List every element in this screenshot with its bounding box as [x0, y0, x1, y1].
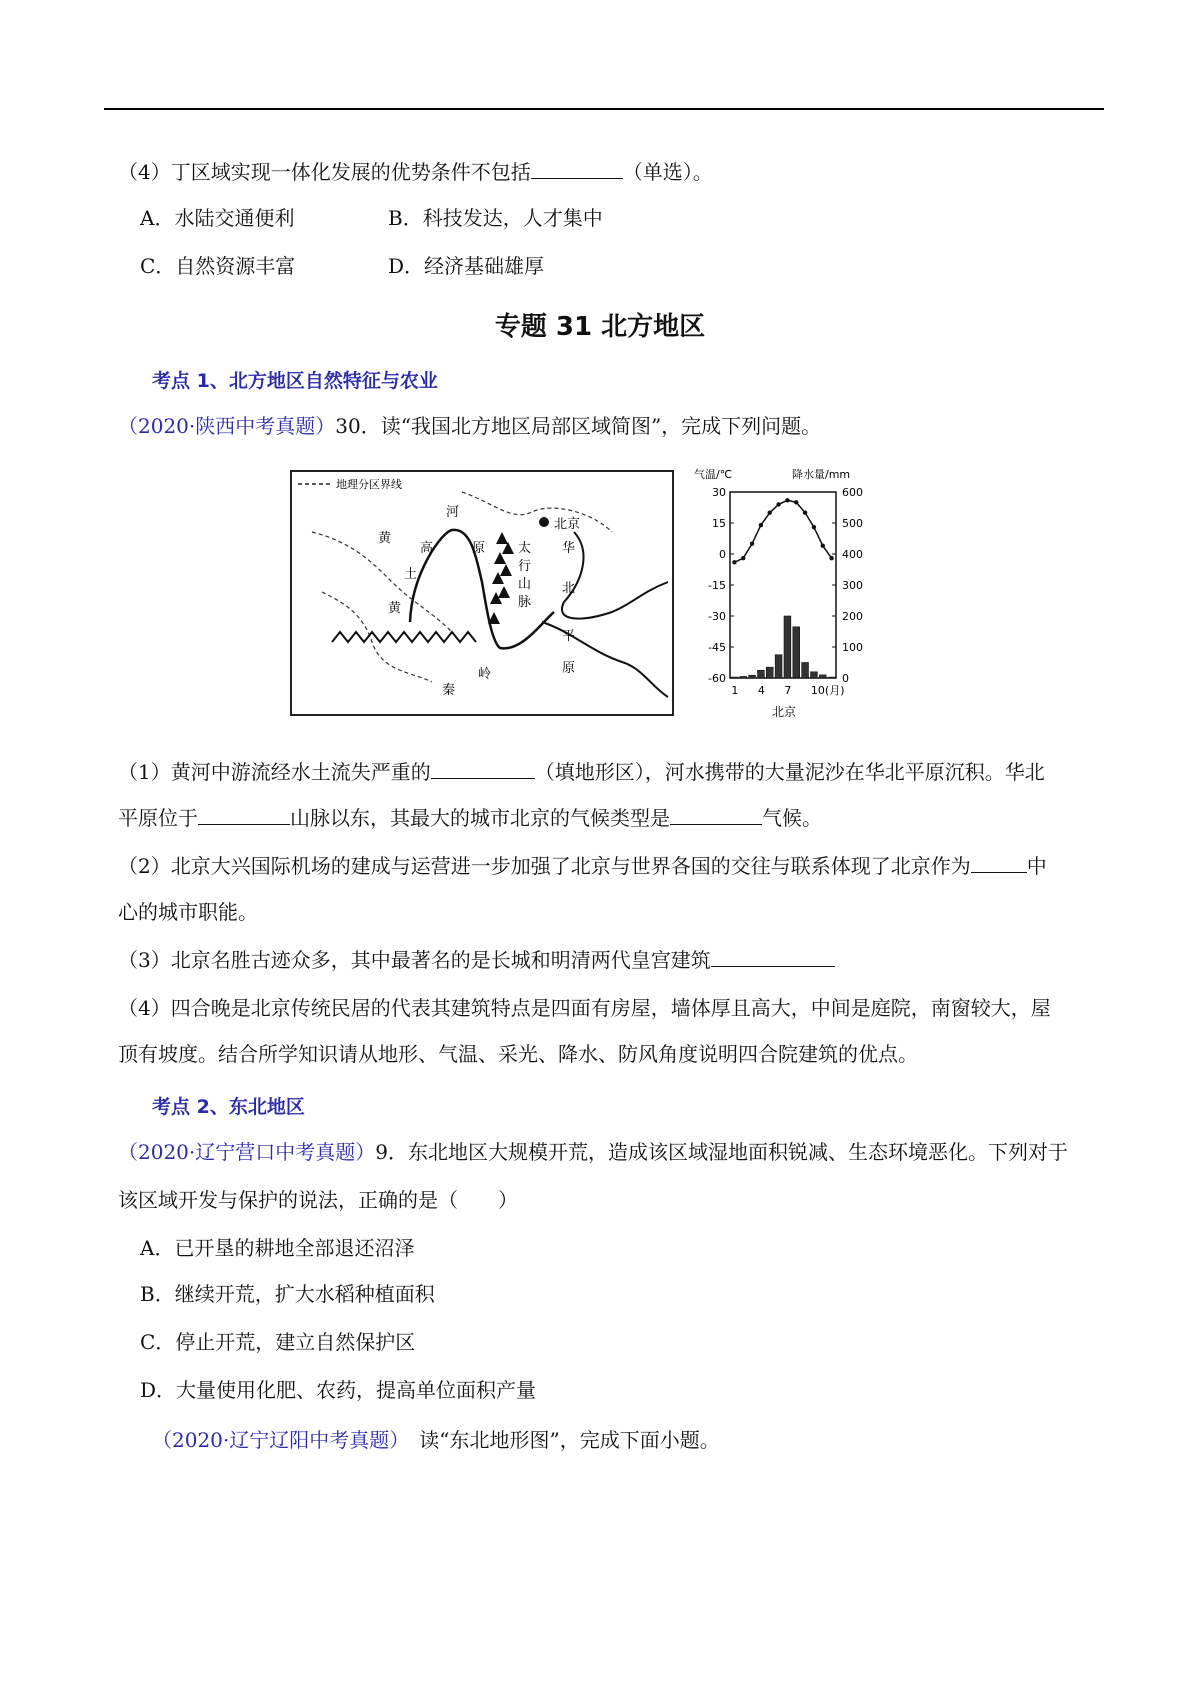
q2-line2: 心的城市职能。	[118, 900, 258, 924]
temp-point	[750, 541, 754, 545]
map-label-hua: 华	[562, 541, 576, 556]
qinling-mountains	[332, 632, 476, 642]
temp-point	[768, 510, 772, 514]
q9-line2: 该区域开发与保护的说法，正确的是（ ）	[118, 1188, 518, 1212]
precip-bar	[775, 655, 782, 678]
precip-tick-label: 0	[842, 672, 849, 685]
month-tick-label: 4	[757, 684, 765, 697]
answer-blank[interactable]	[670, 804, 762, 825]
header-rule	[104, 108, 1104, 110]
map-label-mai: 脉	[518, 595, 532, 610]
kaodian-2-heading: 考点 2、东北地区	[152, 1096, 305, 1118]
precip-tick-label: 200	[842, 610, 863, 623]
chart-frame	[730, 492, 836, 678]
q4-top-stem: （4）丁区域实现一体化发展的优势条件不包括 （单选）。	[118, 160, 713, 184]
precip-bar	[802, 663, 809, 679]
chart-caption: 北京	[772, 705, 797, 719]
precip-bar	[740, 676, 747, 678]
q9-option-c[interactable]: C．停止开荒，建立自然保护区	[140, 1330, 416, 1354]
month-tick-label: 10(月)	[810, 684, 845, 697]
kaodian-1-heading: 考点 1、北方地区自然特征与农业	[152, 370, 438, 392]
precip-tick-label: 600	[842, 486, 863, 499]
q9-option-b[interactable]: B．继续开荒，扩大水稻种植面积	[140, 1282, 435, 1306]
temp-line	[734, 500, 831, 562]
q1-line1: （1）黄河中游流经水土流失严重的 （填地形区），河水携带的大量泥沙在华北平原沉积。华北	[118, 760, 1045, 784]
map-label-ling: 岭	[478, 667, 492, 682]
map-label-bei: 北	[562, 581, 576, 596]
temp-point	[785, 498, 789, 502]
precip-tick-label: 400	[842, 548, 863, 561]
section-title: 专题 31 北方地区	[494, 312, 706, 342]
q4-top-option-a[interactable]: A．水陆交通便利	[140, 206, 295, 230]
q4-top-option-c[interactable]: C．自然资源丰富	[140, 254, 296, 278]
q9-option-d[interactable]: D．大量使用化肥、农药，提高单位面积产量	[140, 1378, 537, 1402]
precip-bar	[828, 677, 835, 678]
month-tick-label: 7	[784, 684, 792, 697]
temp-tick-label: -30	[708, 610, 726, 623]
temp-point	[821, 544, 825, 548]
map-label-tu: 土	[404, 567, 418, 582]
map-label-huang2: 黄	[378, 531, 392, 546]
temp-tick-label: -60	[708, 672, 726, 685]
answer-blank[interactable]	[711, 946, 835, 967]
taihang-mountains	[488, 532, 514, 624]
q9-source: （2020·辽宁营口中考真题）	[118, 1140, 376, 1164]
map-label-ping: 平	[562, 629, 576, 644]
q4-line1: （4）四合晚是北京传统民居的代表其建筑特点是四面有房屋，墙体厚且高大，中间是庭院，南窗较大，屋	[118, 996, 1051, 1020]
precip-axis-title: 降水量/mm	[792, 468, 851, 481]
temp-point	[732, 560, 736, 564]
temp-point	[776, 502, 780, 506]
month-tick-label: 1	[731, 684, 739, 697]
answer-blank[interactable]	[198, 804, 290, 825]
temp-axis-title: 气温/℃	[694, 468, 733, 481]
temp-point	[759, 523, 763, 527]
beijing-marker	[539, 517, 549, 527]
temp-tick-label: 15	[712, 517, 726, 530]
precip-bar	[749, 675, 756, 678]
q2-line1: （2）北京大兴国际机场的建成与运营进一步加强了北京与世界各国的交往与联系体现了北京作为 中	[118, 854, 1047, 878]
answer-blank[interactable]	[531, 158, 623, 179]
q1-line2: 平原位于 山脉以东，其最大的城市北京的气候类型是 气候。	[118, 806, 822, 830]
temp-point	[803, 510, 807, 514]
map-label-yuan2: 原	[472, 541, 486, 556]
q4-top-option-b[interactable]: B．科技发达，人才集中	[388, 206, 603, 230]
precip-tick-label: 500	[842, 517, 863, 530]
q9-line1: （2020·辽宁营口中考真题）9．东北地区大规模开荒，造成该区域湿地面积锐减、生态环境恶化。下列对于	[118, 1140, 1068, 1164]
precip-bar	[758, 670, 765, 678]
map-label-yuan: 原	[562, 661, 576, 676]
coastline	[562, 532, 668, 619]
climate-chart-svg	[692, 464, 882, 722]
q4-top-option-d[interactable]: D．经济基础雄厚	[388, 254, 545, 278]
q30-source: （2020·陕西中考真题）	[118, 414, 336, 438]
map-label-gao: 高	[420, 541, 434, 556]
map-label-tai: 太	[518, 541, 532, 556]
beijing-climate-chart	[692, 464, 882, 722]
north-china-map	[290, 470, 674, 716]
precip-tick-label: 300	[842, 579, 863, 592]
temp-tick-label: -45	[708, 641, 726, 654]
precip-bar	[766, 667, 773, 678]
precip-bar	[731, 677, 738, 678]
precip-bar	[819, 675, 826, 678]
temp-point	[741, 556, 745, 560]
temp-point	[812, 525, 816, 529]
map-label-beijing: 北京	[554, 517, 581, 532]
map-label-hang: 行	[518, 559, 532, 574]
precip-bar	[784, 616, 791, 678]
map-drawing	[292, 472, 672, 714]
liaoyang-source: （2020·辽宁辽阳中考真题）	[152, 1428, 400, 1452]
q3-line: （3）北京名胜古迹众多，其中最著名的是长城和明清两代皇宫建筑	[118, 946, 835, 974]
temp-point	[794, 500, 798, 504]
temp-tick-label: -15	[708, 579, 726, 592]
temp-point	[829, 556, 833, 560]
map-label-qin: 秦	[442, 683, 456, 698]
map-label-huang: 黄	[388, 601, 402, 616]
precip-tick-label: 100	[842, 641, 863, 654]
q9-option-a[interactable]: A．已开垦的耕地全部退还沼泽	[140, 1236, 415, 1260]
answer-blank[interactable]	[431, 758, 535, 779]
map-legend-label: 地理分区界线	[336, 478, 402, 491]
map-label-he: 河	[446, 505, 460, 520]
temp-tick-label: 0	[719, 548, 726, 561]
q30-stem: （2020·陕西中考真题）30．读“我国北方地区局部区域简图”，完成下列问题。	[118, 414, 822, 438]
map-label-shan: 山	[518, 577, 532, 592]
precip-bar	[811, 672, 818, 678]
answer-blank[interactable]	[971, 852, 1027, 873]
temp-tick-label: 30	[712, 486, 726, 499]
precip-bar	[793, 627, 800, 678]
q4-line2: 顶有坡度。结合所学知识请从地形、气温、采光、降水、防风角度说明四合院建筑的优点。	[118, 1042, 918, 1066]
liaoyang-stem: （2020·辽宁辽阳中考真题） 读“东北地形图”，完成下面小题。	[152, 1428, 720, 1452]
